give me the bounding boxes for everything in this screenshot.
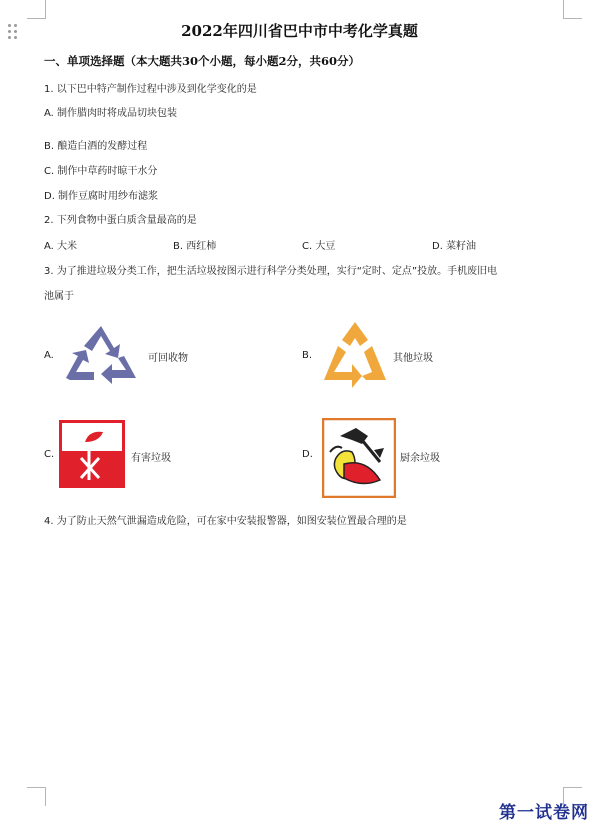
page-corner-mark-top-right [563, 0, 582, 19]
question-1-option-b: B. 酿造白酒的发酵过程 [44, 141, 148, 152]
question-1-option-a: A. 制作腊肉时将成品切块包装 [44, 108, 178, 119]
question-3-option-d-letter: D. [302, 449, 313, 460]
other-waste-icon [322, 320, 388, 396]
question-3-option-d-label: 厨余垃圾 [400, 453, 440, 464]
question-4-stem: 4. 为了防止天然气泄漏造成危险，可在家中安装报警器，如图安装位置最合理的是 [44, 516, 407, 527]
question-3-stem-line-1: 3. 为了推进垃圾分类工作，把生活垃圾按图示进行科学分类处理，实行“定时、定点”投放。手机废旧电 [44, 266, 498, 277]
page-corner-mark-bottom-left [27, 787, 46, 806]
question-3-option-b-letter: B. [302, 350, 313, 361]
question-2-option-c: C. 大豆 [302, 241, 336, 252]
page-title: 2022年四川省巴中市中考化学真题 [181, 22, 418, 40]
recycle-icon [62, 322, 140, 390]
watermark-logo: 第一试卷网 [499, 803, 589, 823]
question-1-stem: 1. 以下巴中特产制作过程中涉及到化学变化的是 [44, 84, 257, 95]
question-2-option-d: D. 菜籽油 [432, 241, 477, 252]
question-1-option-d: D. 制作豆腐时用纱布滤浆 [44, 191, 159, 202]
question-2-option-b: B. 西红柿 [173, 241, 217, 252]
hazardous-waste-icon [59, 420, 125, 488]
section-heading: 一、单项选择题（本大题共30个小题，每小题2分，共60分） [44, 54, 361, 68]
question-2-stem: 2. 下列食物中蛋白质含量最高的是 [44, 215, 197, 226]
question-3-option-c-label: 有害垃圾 [131, 453, 171, 464]
question-3-option-a-letter: A. [44, 350, 54, 361]
question-3-option-b-label: 其他垃圾 [393, 353, 433, 364]
question-3-stem-line-2: 池属于 [44, 291, 74, 302]
page-corner-mark-top-left [27, 0, 46, 19]
question-3-option-c-letter: C. [44, 449, 55, 460]
question-3-option-a-label: 可回收物 [148, 353, 188, 364]
question-1-option-c: C. 制作中草药时晾干水分 [44, 166, 158, 177]
question-2-option-a: A. 大米 [44, 241, 78, 252]
kitchen-waste-icon [322, 418, 396, 498]
